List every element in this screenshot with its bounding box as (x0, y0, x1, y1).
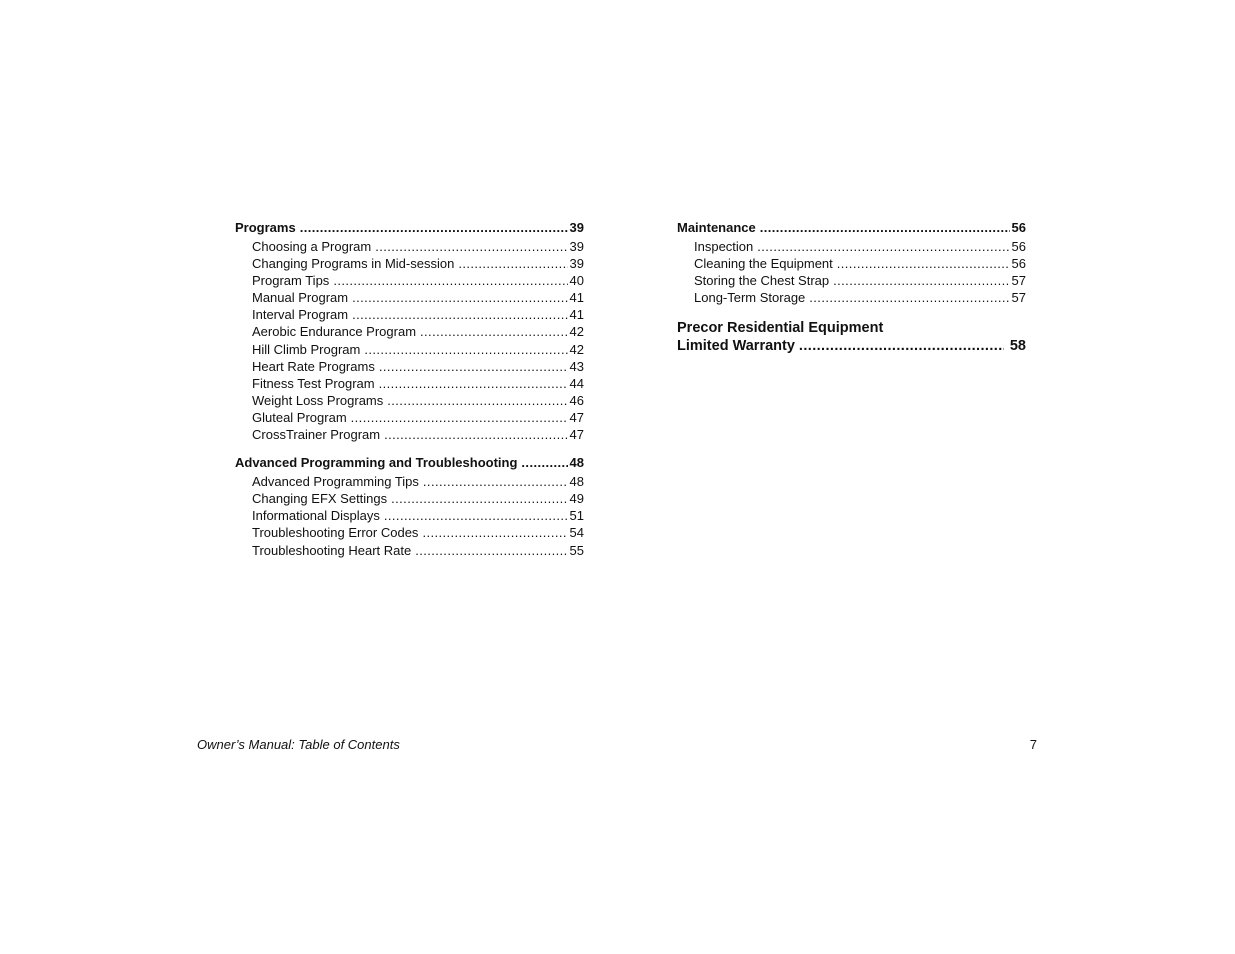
footer-page-number: 7 (1029, 737, 1037, 752)
dot-leader (837, 255, 1010, 272)
toc-entry-label: Aerobic Endurance Program (252, 324, 417, 340)
toc-entry-page: 48 (569, 474, 584, 490)
toc-entry-label: Troubleshooting Error Codes (252, 525, 419, 541)
toc-entry[interactable] (677, 238, 1026, 255)
toc-entry-page: 47 (569, 427, 584, 443)
toc-entry[interactable] (235, 490, 584, 507)
toc-entry[interactable] (235, 426, 584, 443)
dot-leader (375, 238, 567, 255)
toc-entry[interactable] (235, 507, 584, 524)
toc-heading-label: Maintenance (677, 220, 756, 235)
dot-leader (300, 219, 568, 237)
toc-entry-page: 42 (569, 324, 584, 340)
toc-right-column (677, 219, 1026, 355)
toc-entry-label: Inspection (694, 239, 754, 254)
toc-entry-page: 39 (569, 256, 584, 272)
dot-leader (422, 524, 567, 541)
toc-left-column (235, 219, 584, 570)
toc-heading[interactable] (235, 219, 584, 237)
toc-entry-label: Program Tips (252, 273, 330, 289)
warranty-title-line2: Limited Warranty (677, 338, 795, 355)
toc-heading-label: Programs (235, 220, 296, 235)
toc-entry[interactable] (235, 358, 584, 375)
toc-entry[interactable] (677, 255, 1026, 272)
toc-entry-page: 39 (569, 239, 584, 254)
toc-entry[interactable] (235, 409, 584, 426)
footer-title: Owner’s Manual: Table of Contents (197, 737, 400, 752)
toc-entry-page: 57 (1011, 273, 1026, 289)
toc-entry-label: Changing EFX Settings (252, 491, 388, 507)
toc-entry-page: 56 (1011, 239, 1026, 254)
toc-entry-page: 43 (569, 358, 584, 374)
toc-heading-page: 39 (569, 220, 584, 235)
toc-heading-label: Advanced Programming and Troubleshooting (235, 455, 518, 471)
toc-entry-label: Fitness Test Program (252, 375, 375, 391)
toc-entry[interactable] (235, 392, 584, 409)
toc-section-programs (235, 219, 584, 443)
dot-leader (387, 392, 567, 409)
dot-leader (809, 289, 1009, 306)
toc-entry-page: 57 (1011, 290, 1026, 306)
dot-leader (333, 272, 567, 289)
toc-entry[interactable] (235, 473, 584, 490)
toc-entry-page: 40 (569, 273, 584, 289)
dot-leader (351, 409, 568, 426)
dot-leader (757, 238, 1009, 255)
toc-heading-page: 48 (569, 455, 584, 471)
dot-leader (391, 490, 567, 507)
toc-entry-label: Interval Program (252, 307, 349, 323)
toc-entry-label: Changing Programs in Mid-session (252, 256, 455, 272)
toc-entry-page: 42 (569, 341, 584, 357)
toc-entry[interactable] (677, 289, 1026, 306)
toc-section-maintenance (677, 219, 1026, 306)
toc-heading[interactable] (677, 219, 1026, 237)
toc-entry-label: Storing the Chest Strap (694, 273, 830, 289)
toc-entry[interactable] (235, 323, 584, 340)
dot-leader (760, 219, 1010, 237)
toc-entry[interactable] (235, 289, 584, 306)
toc-entry[interactable] (235, 255, 584, 272)
dot-leader (799, 337, 1004, 355)
toc-entry-label: Cleaning the Equipment (694, 256, 833, 272)
warranty-page: 58 (1009, 338, 1026, 355)
dot-leader (364, 341, 567, 358)
toc-heading[interactable] (235, 454, 584, 472)
warranty-title-line1: Precor Residential Equipment (677, 320, 884, 337)
toc-heading-page: 56 (1011, 220, 1026, 235)
toc-entry-label: Troubleshooting Heart Rate (252, 542, 412, 558)
toc-entry-page: 41 (569, 307, 584, 323)
dot-leader (379, 375, 568, 392)
dot-leader (379, 358, 568, 375)
dot-leader (420, 323, 568, 340)
toc-entry-page: 51 (569, 508, 584, 524)
dot-leader (415, 542, 567, 559)
toc-section-advanced (235, 454, 584, 558)
toc-entry-page: 56 (1011, 256, 1026, 272)
toc-warranty-heading[interactable] (677, 319, 1026, 355)
toc-entry[interactable] (235, 238, 584, 255)
dot-leader (384, 507, 568, 524)
toc-entry[interactable] (235, 524, 584, 541)
toc-entry-page: 44 (569, 375, 584, 391)
toc-entry-label: Weight Loss Programs (252, 392, 384, 408)
toc-entry-label: Hill Climb Program (252, 341, 361, 357)
toc-entry[interactable] (235, 542, 584, 559)
toc-entry-label: Choosing a Program (252, 239, 372, 254)
dot-leader (352, 289, 567, 306)
dot-leader (458, 255, 567, 272)
toc-entry-label: Heart Rate Programs (252, 358, 375, 374)
toc-entry-page: 47 (569, 409, 584, 425)
toc-entry-label: Advanced Programming Tips (252, 474, 419, 490)
dot-leader (423, 473, 568, 490)
dot-leader (521, 454, 567, 472)
toc-entry[interactable] (235, 272, 584, 289)
dot-leader (352, 306, 567, 323)
toc-entry[interactable] (677, 272, 1026, 289)
toc-entry-page: 55 (569, 542, 584, 558)
toc-entry-label: CrossTrainer Program (252, 427, 381, 443)
toc-entry-page: 46 (569, 392, 584, 408)
toc-entry-page: 49 (569, 491, 584, 507)
dot-leader (384, 426, 567, 443)
toc-entry[interactable] (235, 375, 584, 392)
toc-entry-label: Gluteal Program (252, 409, 347, 425)
toc-entry[interactable] (235, 341, 584, 358)
warranty-title-row (677, 337, 1026, 355)
toc-entry-label: Manual Program (252, 290, 349, 306)
toc-entry[interactable] (235, 306, 584, 323)
toc-entry-label: Long-Term Storage (694, 290, 806, 306)
toc-entry-label: Informational Displays (252, 508, 380, 524)
toc-entry-page: 54 (569, 525, 584, 541)
dot-leader (833, 272, 1009, 289)
toc-entry-page: 41 (569, 290, 584, 306)
